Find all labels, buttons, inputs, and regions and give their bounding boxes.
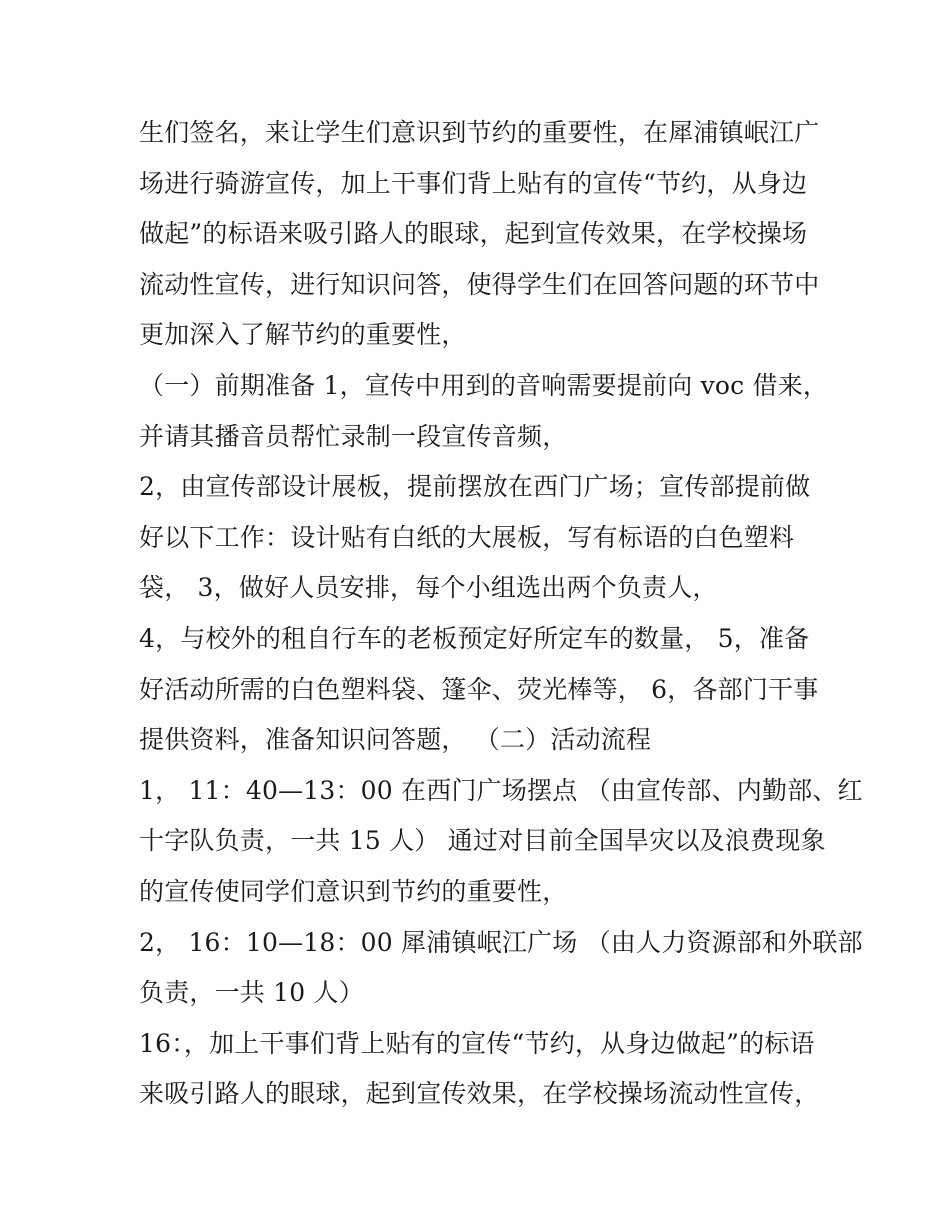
text-line: 4，与校外的租自行车的老板预定好所定车的数量， 5，准备 <box>139 623 810 653</box>
text-line: 负责，一共 10 人） <box>139 978 364 1008</box>
text-line: 更加深入了解节约的重要性， <box>139 320 467 350</box>
text-line: 做起”的标语来吸引路人的眼球，起到宣传效果，在学校操场 <box>139 219 808 249</box>
text-line: 生们签名，来让学生们意识到节约的重要性，在犀浦镇岷江广 <box>139 118 820 147</box>
text-line: 提供资料，准备知识问答题， （二）活动流程 <box>139 725 652 755</box>
text-line: 的宣传使同学们意识到节约的重要性， <box>139 876 568 906</box>
text-line: 2， 16：10—18：00 犀浦镇岷江广场 （由人力资源部和外联部 <box>139 927 863 957</box>
text-line: 好以下工作：设计贴有白纸的大展板，写有标语的白色塑料 <box>139 522 795 552</box>
text-line: 流动性宣传，进行知识问答，使得学生们在回答问题的环节中 <box>139 269 820 299</box>
text-line: 来吸引路人的眼球，起到宣传效果，在学校操场流动性宣传， <box>139 1079 820 1109</box>
text-line: 2，由宣传部设计展板，提前摆放在西门广场；宣传部提前做 <box>139 472 811 502</box>
text-line: 好活动所需的白色塑料袋、篷伞、荧光棒等， 6，各部门干事 <box>139 674 819 704</box>
document-body <box>139 108 863 1120</box>
text-line: 16：，加上干事们背上贴有的宣传“节约，从身边做起”的标语 <box>139 1028 815 1058</box>
text-line: 并请其播音员帮忙录制一段宣传音频， <box>139 421 568 451</box>
text-line: 1， 11：40—13：00 在西门广场摆点 （由宣传部、内勤部、红 <box>139 775 863 805</box>
text-line: 场进行骑游宣传，加上干事们背上贴有的宣传“节约，从身边 <box>139 168 808 198</box>
text-line: （一）前期准备 1，宣传中用到的音响需要提前向 voc 借来， <box>139 370 829 400</box>
text-line: 袋， 3，做好人员安排，每个小组选出两个负责人， <box>139 573 718 603</box>
text-line: 十字队负责，一共 15 人） 通过对目前全国旱灾以及浪费现象 <box>139 826 826 856</box>
